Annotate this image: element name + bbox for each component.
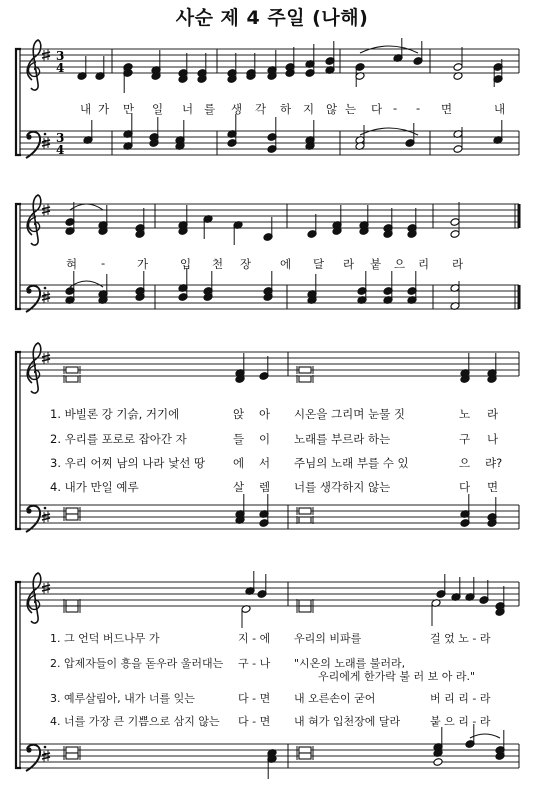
s3-v2-text: 2. 우리를 포로로 잡아간 자	[50, 432, 187, 446]
breve-note	[299, 600, 311, 606]
s2-syllable: 혀	[66, 257, 78, 271]
s2-syllable: 리	[418, 257, 430, 271]
breve-note	[66, 753, 78, 759]
s3-v2-e1: 구	[459, 432, 471, 446]
s4-v2-mid: 구 - 나	[238, 657, 271, 670]
s2-syllable: 입	[180, 257, 192, 271]
treble-clef-icon	[27, 40, 41, 90]
s3-v1-e1: 노	[459, 407, 471, 421]
s2-syllable: 붙	[370, 257, 382, 271]
s1-syllable: 일	[152, 102, 164, 116]
s1-syllable: 만	[123, 102, 135, 116]
s2-syllable: 에	[280, 257, 292, 271]
s2-syllable: 장	[240, 257, 252, 271]
s1-syllable: 하	[280, 102, 292, 116]
s1-syllable: -	[416, 101, 421, 115]
s2-syllable: 으	[394, 257, 406, 271]
time-sig-bottom: 4	[56, 61, 65, 75]
s3-v4-text: 4. 내가 만일 예루	[50, 480, 139, 494]
s3-v1-e2: 라	[487, 407, 499, 421]
slur	[360, 128, 418, 135]
breve-note	[299, 606, 311, 612]
s4-v1-end: 걸 었 노 - 라	[430, 632, 491, 645]
s1-syllable: 면	[441, 102, 453, 116]
s2-syllable: -	[101, 256, 106, 270]
s3-v2-e2: 나	[487, 432, 499, 446]
treble-clef-icon	[27, 343, 41, 393]
s4-v3-mid: 다 - 면	[238, 692, 271, 705]
page-title: 사순 제 4 주일 (나해)	[175, 7, 369, 29]
time-sig-top: 3	[56, 49, 65, 63]
s3-v3-text: 3. 우리 어찌 남의 나라 낯선 땅	[50, 456, 206, 470]
breve-note	[66, 376, 78, 382]
s1-syllable: 지	[303, 102, 315, 116]
s3-v2-mid: 노래를 부르라 하는	[294, 432, 391, 446]
breve-note	[299, 376, 311, 382]
breve-note	[66, 600, 78, 606]
s4-v3-text2: 내 오른손이 굳어	[294, 692, 376, 705]
slur	[70, 204, 103, 210]
s4-v1-mid: 지 - 에	[238, 632, 271, 645]
s1-syllable: 를	[204, 102, 216, 116]
s3-v4-s2: 렘	[259, 480, 271, 494]
s4-v4-text2: 내 혀가 입천장에 달라	[294, 715, 401, 728]
s4-v4-mid: 다 - 면	[238, 715, 271, 728]
s4-v2-line2: 우리에게 한가락 불 러 보 아 라."	[318, 670, 476, 683]
s1-syllable: 내	[494, 102, 506, 116]
breve-note	[66, 508, 78, 514]
s3-v2-s2: 이	[259, 432, 271, 446]
s3-v4-e1: 다	[459, 480, 471, 494]
bass-clef-icon	[26, 132, 46, 158]
s2-syllable: 가	[137, 257, 149, 271]
time-signatures	[56, 49, 64, 157]
clefs	[26, 40, 50, 771]
s3-v1-s1: 앉	[233, 407, 245, 421]
breve-note	[66, 606, 78, 612]
breve-note	[299, 508, 311, 514]
s3-v1-text: 1. 바빌론 강 기슭, 거기에	[50, 407, 180, 421]
s2-syllable: 라	[343, 257, 355, 271]
s4-v4-text: 4. 너를 가장 큰 기쁨으로 삼지 않는	[50, 715, 220, 728]
bass-clef-icon	[26, 506, 46, 532]
breve-note	[299, 517, 311, 523]
s1-syllable: 너	[182, 102, 194, 116]
s1-syllable: 는	[345, 102, 357, 116]
s1-syllable: 내	[80, 102, 92, 116]
slur	[70, 281, 103, 287]
s2-syllable: 천	[212, 257, 224, 271]
s4-v3-end: 버 리 리 - 라	[430, 692, 491, 705]
s1-syllable: 않	[326, 102, 338, 116]
s1-syllable: 각	[255, 102, 267, 116]
s4-v2-text: 2. 압제자들이 흥을 돋우라 울러대는	[50, 657, 224, 670]
s3-v3-mid: 주님의 노래 부를 수 있	[294, 456, 409, 470]
s1-syllable: 생	[231, 102, 243, 116]
treble-clef-icon	[27, 573, 41, 623]
note-head	[433, 758, 443, 767]
slur	[360, 46, 418, 53]
s3-v4-s1: 살	[233, 480, 245, 494]
breve-note	[66, 367, 78, 373]
s3-v2-s1: 들	[233, 432, 245, 446]
s3-v1-mid: 시온을 그리며 눈물 짓	[294, 407, 405, 421]
breve-note	[299, 753, 311, 759]
treble-clef-icon	[27, 195, 41, 245]
s1-syllable: 다	[371, 102, 383, 116]
time-sig-bottom: 4	[56, 143, 65, 157]
s3-v3-s1: 에	[233, 456, 245, 470]
s4-v1-text: 1. 그 언덕 버드나무 가	[50, 632, 160, 645]
breve-note	[299, 367, 311, 373]
s3-v3-e2: 랴?	[485, 456, 503, 470]
s4-v2-text2: "시온의 노래를 불러라,	[294, 657, 406, 670]
breve-note	[299, 747, 311, 753]
slur	[470, 734, 500, 738]
s2-syllable: 라	[452, 257, 464, 271]
breve-note	[66, 514, 78, 520]
s3-v3-e1: 으	[459, 456, 471, 470]
s3-v3-s2: 서	[259, 456, 271, 470]
s4-v1-text2: 우리의 비파를	[294, 632, 362, 645]
breve-note	[66, 747, 78, 753]
s4-v4-end: 붙 으 리 - 라	[430, 715, 491, 728]
s4-v3-text: 3. 예루살림아, 내가 너를 잊는	[50, 692, 195, 705]
s3-v4-mid: 너를 생각하지 않는	[294, 480, 391, 494]
s3-v1-s2: 아	[259, 407, 271, 421]
time-sig-top: 3	[56, 131, 65, 145]
s1-syllable: 가	[98, 102, 110, 116]
bass-clef-icon	[26, 745, 46, 771]
s1-syllable: -	[393, 101, 398, 115]
bass-clef-icon	[26, 286, 46, 312]
s3-v4-e2: 면	[487, 480, 499, 494]
s2-syllable: 달	[313, 257, 325, 271]
